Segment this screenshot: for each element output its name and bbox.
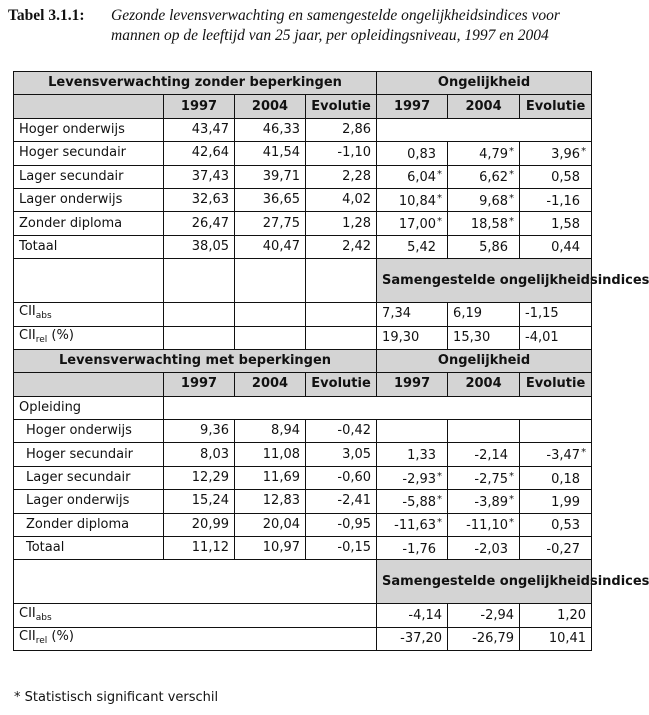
table-row (14, 118, 592, 141)
cell-o1997: 6,04* (377, 165, 448, 188)
cii-header-row (14, 560, 592, 604)
table-row (14, 537, 592, 560)
cell-cii-2004: 15,30 (448, 326, 520, 349)
cell-o-evolutie: -3,47* (520, 443, 592, 466)
part1-col-2004: 2004 (235, 95, 306, 118)
part1-header-empty (14, 95, 164, 118)
table-row (14, 188, 592, 211)
row-label: Lager secundair (14, 165, 164, 188)
cii-abs-row (14, 604, 592, 627)
cell-le-evolutie: 1,28 (306, 212, 377, 235)
cell-o1997: 0,83 (377, 142, 448, 165)
cell-le1997: 32,63 (164, 188, 235, 211)
significance-marker: * (509, 145, 515, 157)
cell-o1997: -1,76 (377, 537, 448, 560)
significance-marker: * (437, 216, 443, 228)
part1-header-row (14, 72, 592, 95)
cell-cii-1997: -4,14 (377, 604, 448, 627)
row-label: Totaal (14, 537, 164, 560)
significance-marker: * (509, 493, 515, 505)
significance-marker: * (437, 517, 443, 529)
part1-col-o2004: 2004 (448, 95, 520, 118)
row-label: Lager secundair (14, 466, 164, 489)
cii-header-row (14, 259, 592, 303)
cell-le-evolutie: -0,15 (306, 537, 377, 560)
significance-marker: * (509, 517, 515, 529)
cell-o1997 (377, 420, 448, 443)
part1-column-header-row (14, 95, 592, 118)
cell-le2004: 36,65 (235, 188, 306, 211)
table-row (14, 212, 592, 235)
row-label: Zonder diploma (14, 513, 164, 536)
cell-le-evolutie: -0,60 (306, 466, 377, 489)
cell-empty (14, 560, 377, 604)
table-row (14, 513, 592, 536)
cell-empty (306, 326, 377, 349)
caption-text: Gezonde levensverwachting en samengestelde ongelijkheidsindices voor mannen op de leeftijd van 25 jaar, per opleidingsniveau, 1997 en 2004 (111, 7, 560, 44)
cell-empty (306, 259, 377, 303)
cell-le2004: 12,83 (235, 490, 306, 513)
cell-le1997: 9,36 (164, 420, 235, 443)
cell-o-evolutie: 0,53 (520, 513, 592, 536)
row-label: Hoger secundair (14, 142, 164, 165)
cell-o-evolutie: 1,58 (520, 212, 592, 235)
cell-o1997: -2,93* (377, 466, 448, 489)
cell-cii-evolutie: -1,15 (520, 303, 592, 326)
significance-marker: * (509, 169, 515, 181)
table-row (14, 443, 592, 466)
cell-o2004: -2,75* (448, 466, 520, 489)
part2-col-1997: 1997 (164, 373, 235, 396)
row-label: Totaal (14, 235, 164, 258)
cell-empty (14, 259, 164, 303)
significance-marker: * (437, 470, 443, 482)
cell-o2004: 9,68* (448, 188, 520, 211)
cell-le-evolutie: 4,02 (306, 188, 377, 211)
cell-empty (235, 326, 306, 349)
cell-le1997: 12,29 (164, 466, 235, 489)
cell-o-evolutie: 0,18 (520, 466, 592, 489)
cell-o2004: -11,10* (448, 513, 520, 536)
cell-empty (164, 259, 235, 303)
row-label: $CII_{rel}$ (%) (14, 627, 377, 650)
row-label: Hoger secundair (14, 443, 164, 466)
cell-o2004: 5,86 (448, 235, 520, 258)
cell-o-evolutie: 0,44 (520, 235, 592, 258)
footnote: * Statistisch significant verschil (14, 690, 219, 705)
part2-header-row (14, 349, 592, 372)
cell-le2004: 11,08 (235, 443, 306, 466)
cell-le2004: 11,69 (235, 466, 306, 489)
part1-col-1997: 1997 (164, 95, 235, 118)
cell-o1997: -5,88* (377, 490, 448, 513)
cell-le1997: 20,99 (164, 513, 235, 536)
cell-le2004: 27,75 (235, 212, 306, 235)
table-row (14, 142, 592, 165)
part2-col-evolutie: Evolutie (306, 373, 377, 396)
significance-marker: * (437, 493, 443, 505)
cell-le1997: 37,43 (164, 165, 235, 188)
cii-abs-row (14, 303, 592, 326)
cii-rel-row (14, 326, 592, 349)
cell-cii-evolutie: 1,20 (520, 604, 592, 627)
cell-le1997: 42,64 (164, 142, 235, 165)
cell-o2004 (448, 420, 520, 443)
cell-o2004: 4,79* (448, 142, 520, 165)
significance-marker: * (581, 447, 587, 459)
table-row (14, 466, 592, 489)
table-row (14, 165, 592, 188)
cell-o-evolutie: 0,58 (520, 165, 592, 188)
cell-o1997: 17,00* (377, 212, 448, 235)
row-label: Lager onderwijs (14, 188, 164, 211)
row-label: Hoger onderwijs (14, 420, 164, 443)
caption-label: Tabel 3.1.1: (8, 7, 85, 24)
part1-col-oevolutie: Evolutie (520, 95, 592, 118)
cell-le2004: 46,33 (235, 118, 306, 141)
significance-marker: * (437, 169, 443, 181)
row-label: Hoger onderwijs (14, 118, 164, 141)
cell-cii-1997: 19,30 (377, 326, 448, 349)
part2-col-oevolutie: Evolutie (520, 373, 592, 396)
part2-header-empty (14, 373, 164, 396)
cell-le2004: 8,94 (235, 420, 306, 443)
cell-empty (164, 303, 235, 326)
cell-cii-evolutie: 10,41 (520, 627, 592, 650)
row-label: $CII_{abs}$ (14, 303, 164, 326)
cell-le-evolutie: -0,95 (306, 513, 377, 536)
section-label: Opleiding (14, 396, 164, 419)
row-label: $CII_{rel}$ (%) (14, 326, 164, 349)
significance-marker: * (509, 216, 515, 228)
cii-rel-row (14, 627, 592, 650)
cell-cii-evolutie: -4,01 (520, 326, 592, 349)
row-label: Lager onderwijs (14, 490, 164, 513)
cell-o2004: -3,89* (448, 490, 520, 513)
row-label: Zonder diploma (14, 212, 164, 235)
cell-le1997: 8,03 (164, 443, 235, 466)
cell-le1997: 43,47 (164, 118, 235, 141)
cell-cii-2004: -26,79 (448, 627, 520, 650)
part2-col-2004: 2004 (235, 373, 306, 396)
cell-le1997: 26,47 (164, 212, 235, 235)
part1-header-right: Ongelijkheid (377, 72, 592, 95)
significance-marker: * (581, 145, 587, 157)
cell-empty (164, 396, 592, 419)
part2-cii-header: Samengestelde ongelijkheidsindices (377, 560, 592, 604)
part1-cii-header: Samengestelde ongelijkheidsindices (377, 259, 592, 303)
part2-col-o1997: 1997 (377, 373, 448, 396)
cell-empty (235, 303, 306, 326)
significance-marker: * (509, 470, 515, 482)
cell-empty (306, 303, 377, 326)
part1-col-o1997: 1997 (377, 95, 448, 118)
cell-le2004: 10,97 (235, 537, 306, 560)
cell-o2004: -2,03 (448, 537, 520, 560)
cell-le2004: 39,71 (235, 165, 306, 188)
part2-header-right: Ongelijkheid (377, 349, 592, 372)
cell-le-evolutie: 2,86 (306, 118, 377, 141)
cell-o-evolutie: -0,27 (520, 537, 592, 560)
cell-empty (164, 326, 235, 349)
part2-header-left: Levensverwachting met beperkingen (14, 349, 377, 372)
table-row (14, 420, 592, 443)
cell-le1997: 38,05 (164, 235, 235, 258)
cell-o-evolutie: -1,16 (520, 188, 592, 211)
part1-header-left: Levensverwachting zonder beperkingen (14, 72, 377, 95)
cell-cii-2004: 6,19 (448, 303, 520, 326)
cell-o2004: -2,14 (448, 443, 520, 466)
cell-cii-2004: -2,94 (448, 604, 520, 627)
significance-marker: * (509, 192, 515, 204)
part1-col-evolutie: Evolutie (306, 95, 377, 118)
cell-o-evolutie: 1,99 (520, 490, 592, 513)
cell-o-evolutie: 3,96* (520, 142, 592, 165)
cell-le-evolutie: -2,41 (306, 490, 377, 513)
table-row (14, 490, 592, 513)
cell-le-evolutie: 2,28 (306, 165, 377, 188)
section-label-row (14, 396, 592, 419)
cell-o-evolutie (520, 420, 592, 443)
cell-le-evolutie: -0,42 (306, 420, 377, 443)
cell-le-evolutie: 3,05 (306, 443, 377, 466)
part2-column-header-row (14, 373, 592, 396)
cell-o1997: 1,33 (377, 443, 448, 466)
row-label: $CII_{abs}$ (14, 604, 377, 627)
cell-o1997: 5,42 (377, 235, 448, 258)
cell-o2004: 18,58* (448, 212, 520, 235)
cell-o2004: 6,62* (448, 165, 520, 188)
cell-le2004: 41,54 (235, 142, 306, 165)
cell-le-evolutie: 2,42 (306, 235, 377, 258)
cell-le1997: 11,12 (164, 537, 235, 560)
cell-cii-1997: 7,34 (377, 303, 448, 326)
cell-cii-1997: -37,20 (377, 627, 448, 650)
cell-le2004: 20,04 (235, 513, 306, 536)
cell-le2004: 40,47 (235, 235, 306, 258)
cell-empty (235, 259, 306, 303)
cell-o1997: 10,84* (377, 188, 448, 211)
cell-le-evolutie: -1,10 (306, 142, 377, 165)
life-expectancy-table (13, 71, 649, 651)
table-row (14, 235, 592, 258)
cell-le1997: 15,24 (164, 490, 235, 513)
cell-o1997: -11,63* (377, 513, 448, 536)
significance-marker: * (437, 192, 443, 204)
part2-col-o2004: 2004 (448, 373, 520, 396)
cell-empty-ongelijkheid (377, 118, 592, 141)
